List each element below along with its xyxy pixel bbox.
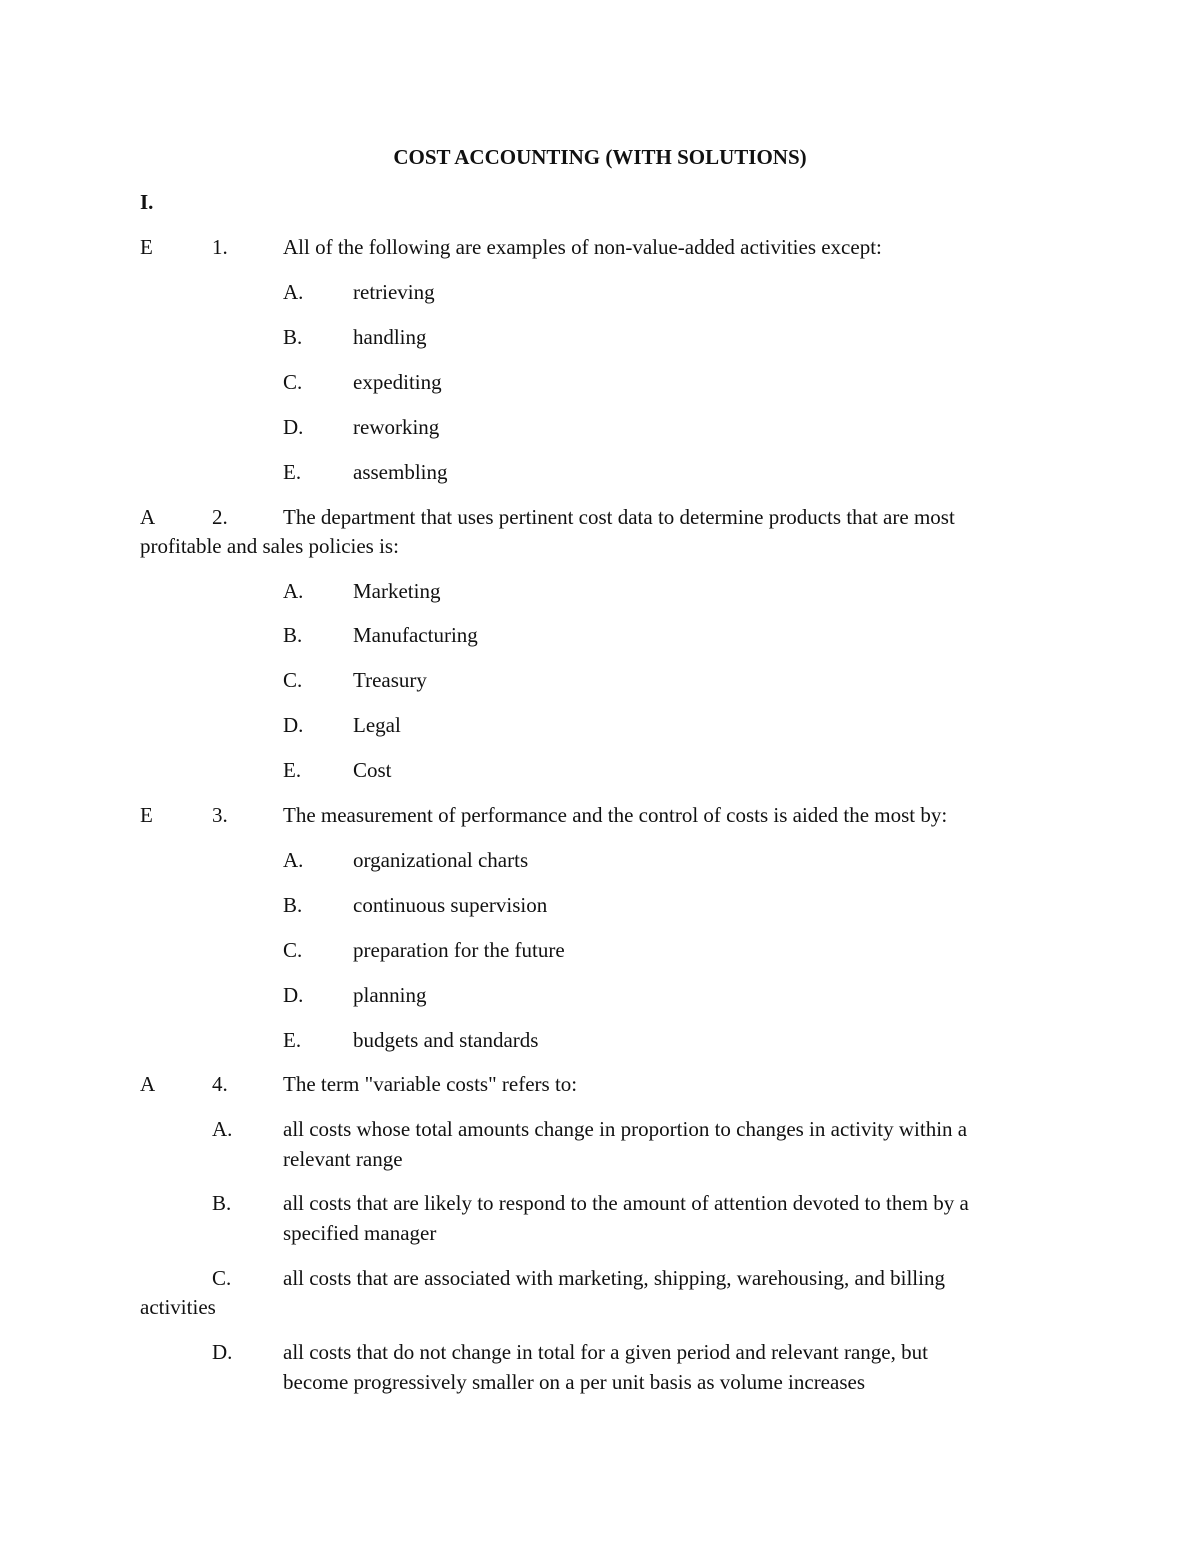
option-text-line2: specified manager <box>283 1221 437 1245</box>
question-number-1: 1. <box>212 235 228 259</box>
option-text-line1: all costs that do not change in total for a given period and relevant range, but <box>283 1340 928 1364</box>
option-text: Marketing <box>353 579 441 603</box>
section-heading: I. <box>140 190 154 214</box>
option-letter: C. <box>283 668 303 692</box>
question-text-2-line2: profitable and sales policies is: <box>140 534 399 558</box>
option-text-line1: all costs that are associated with marketing, shipping, warehousing, and billing <box>283 1266 945 1290</box>
option-text: reworking <box>353 415 440 439</box>
option-letter: D. <box>212 1340 233 1364</box>
option-letter: A. <box>283 280 304 304</box>
option-letter: C. <box>283 938 303 962</box>
question-text-4: The term "variable costs" refers to: <box>283 1072 578 1096</box>
page-title: COST ACCOUNTING (WITH SOLUTIONS) <box>393 145 807 169</box>
option-text-line2: relevant range <box>283 1147 403 1171</box>
option-text-line2: activities <box>140 1295 216 1319</box>
question-number-3: 3. <box>212 803 228 827</box>
answer-key-2: A <box>140 505 156 529</box>
option-text: preparation for the future <box>353 938 565 962</box>
question-number-4: 4. <box>212 1072 228 1096</box>
option-letter: A. <box>283 848 304 872</box>
answer-key-1: E <box>140 235 153 259</box>
option-letter: D. <box>283 415 304 439</box>
option-letter: A. <box>283 579 304 603</box>
option-letter: B. <box>283 325 303 349</box>
option-text: handling <box>353 325 427 349</box>
option-text: continuous supervision <box>353 893 548 917</box>
question-text-2-line1: The department that uses pertinent cost data to determine products that are most <box>283 505 955 529</box>
question-text-3: The measurement of performance and the control of costs is aided the most by: <box>283 803 948 827</box>
option-text-line1: all costs whose total amounts change in proportion to changes in activity within a <box>283 1117 968 1141</box>
option-text: Cost <box>353 758 392 782</box>
option-letter: E. <box>283 1028 302 1052</box>
option-text: Legal <box>353 713 401 737</box>
option-text: planning <box>353 983 427 1007</box>
answer-key-4: A <box>140 1072 156 1096</box>
question-number-2: 2. <box>212 505 228 529</box>
option-text: budgets and standards <box>353 1028 539 1052</box>
option-letter: D. <box>283 983 304 1007</box>
answer-key-3: E <box>140 803 153 827</box>
option-text: Manufacturing <box>353 623 478 647</box>
option-text: expediting <box>353 370 442 394</box>
option-text: organizational charts <box>353 848 529 872</box>
option-text: assembling <box>353 460 448 484</box>
option-letter: E. <box>283 758 302 782</box>
option-letter: E. <box>283 460 302 484</box>
option-letter: B. <box>212 1191 232 1215</box>
option-letter: B. <box>283 623 303 647</box>
option-letter: C. <box>212 1266 232 1290</box>
option-text-line2: become progressively smaller on a per unit basis as volume increases <box>283 1370 865 1394</box>
question-text-1: All of the following are examples of non-value-added activities except: <box>283 235 882 259</box>
option-letter: D. <box>283 713 304 737</box>
option-letter: A. <box>212 1117 233 1141</box>
option-text: Treasury <box>353 668 427 692</box>
option-text: retrieving <box>353 280 435 304</box>
option-letter: B. <box>283 893 303 917</box>
option-letter: C. <box>283 370 303 394</box>
option-text-line1: all costs that are likely to respond to the amount of attention devoted to them by a <box>283 1191 969 1215</box>
